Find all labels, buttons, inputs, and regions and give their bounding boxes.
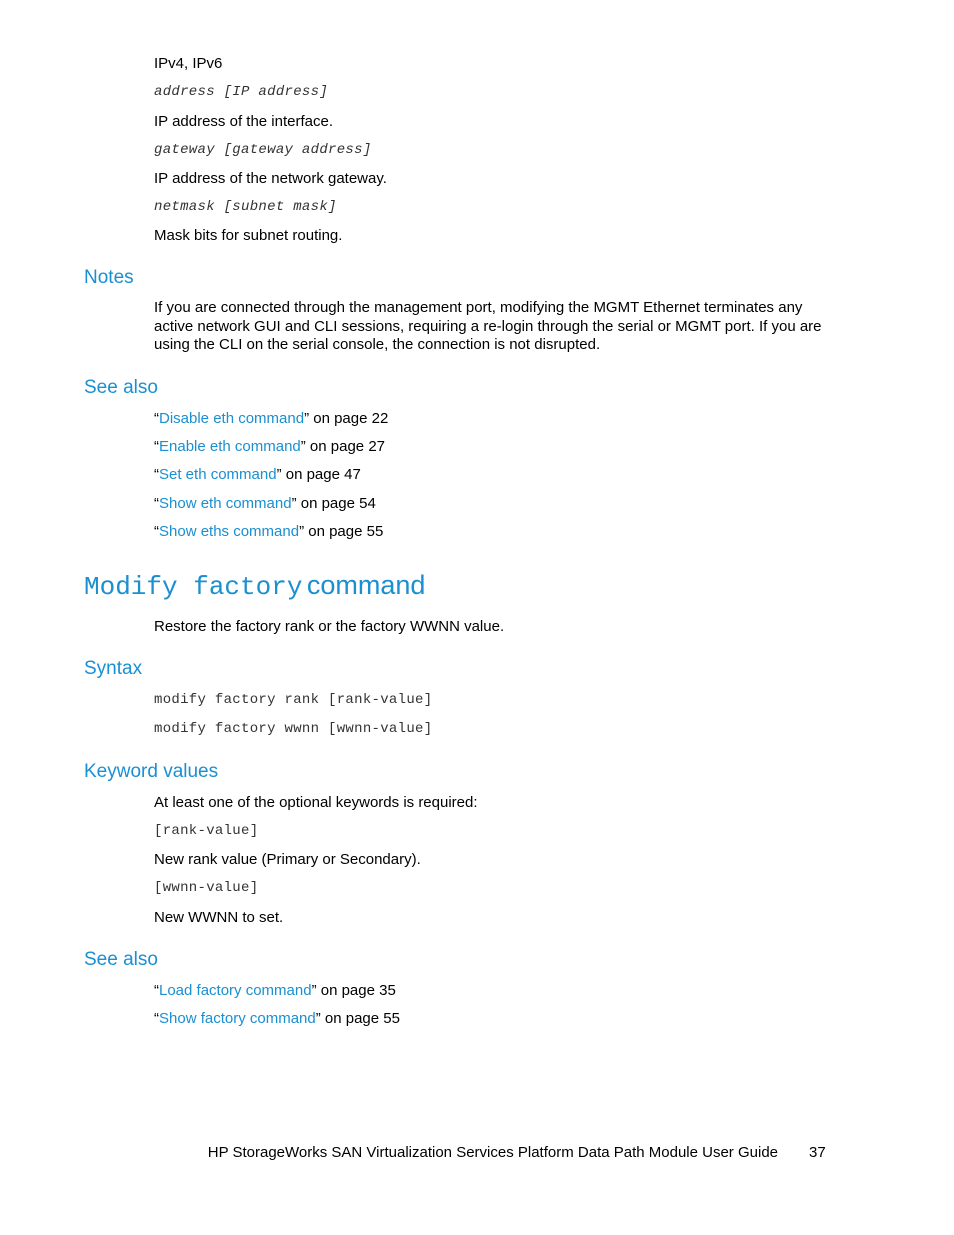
section-description: Restore the factory rank or the factory WWNN value.: [154, 618, 505, 635]
keyword-values-heading: Keyword values: [84, 761, 219, 782]
see-also-item: “Enable eth command” on page 27: [154, 438, 386, 455]
netmask-keyword: netmask [subnet mask]: [154, 199, 337, 215]
section-title-word: command: [306, 570, 426, 600]
netmask-description: Mask bits for subnet routing.: [154, 227, 343, 244]
section-title-code: Modify factory: [84, 572, 303, 602]
show-eths-link[interactable]: Show eths command: [159, 523, 300, 540]
load-factory-link[interactable]: Load factory command: [159, 982, 312, 999]
see-also-heading-2: See also: [84, 949, 158, 970]
enable-eth-link[interactable]: Enable eth command: [159, 438, 301, 455]
address-description: IP address of the interface.: [154, 113, 333, 130]
notes-heading: Notes: [84, 267, 134, 288]
address-keyword: address [IP address]: [154, 84, 329, 100]
see-also-item: “Load factory command” on page 35: [154, 982, 396, 999]
see-also-item: “Show factory command” on page 55: [154, 1010, 400, 1027]
section-title: [84, 570, 425, 602]
disable-eth-link[interactable]: Disable eth command: [159, 410, 305, 427]
syntax-line: modify factory rank [rank-value]: [154, 692, 433, 708]
see-also-item: “Show eth command” on page 54: [154, 495, 376, 512]
wwnn-value-description: New WWNN to set.: [154, 909, 284, 926]
set-eth-link[interactable]: Set eth command: [159, 466, 277, 483]
notes-paragraph: If you are connected through the management port, modifying the MGMT Ethernet terminates any active network GUI and CLI sessions, requiring a re-login through the serial or MGMT port. If you are using the CLI on the serial console, the connection is not disrupted.: [154, 299, 822, 353]
gateway-description: IP address of the network gateway.: [154, 170, 387, 187]
see-also-item: “Show eths command” on page 55: [154, 523, 384, 540]
footer-title: HP StorageWorks SAN Virtualization Services Platform Data Path Module User Guide: [207, 1144, 778, 1161]
show-factory-link[interactable]: Show factory command: [159, 1010, 316, 1027]
ip-versions-text: IPv4, IPv6: [154, 55, 223, 72]
rank-value-keyword: [rank-value]: [154, 823, 259, 839]
see-also-item: “Set eth command” on page 47: [154, 466, 361, 483]
wwnn-value-keyword: [wwnn-value]: [154, 880, 259, 896]
page-number: 37: [809, 1144, 826, 1161]
see-also-heading-1: See also: [84, 377, 158, 398]
rank-value-description: New rank value (Primary or Secondary).: [154, 851, 421, 868]
keyword-intro: At least one of the optional keywords is required:: [154, 794, 478, 811]
gateway-keyword: gateway [gateway address]: [154, 142, 372, 158]
syntax-heading: Syntax: [84, 658, 143, 679]
see-also-item: “Disable eth command” on page 22: [154, 410, 389, 427]
show-eth-link[interactable]: Show eth command: [159, 495, 292, 512]
syntax-line: modify factory wwnn [wwnn-value]: [154, 721, 433, 737]
